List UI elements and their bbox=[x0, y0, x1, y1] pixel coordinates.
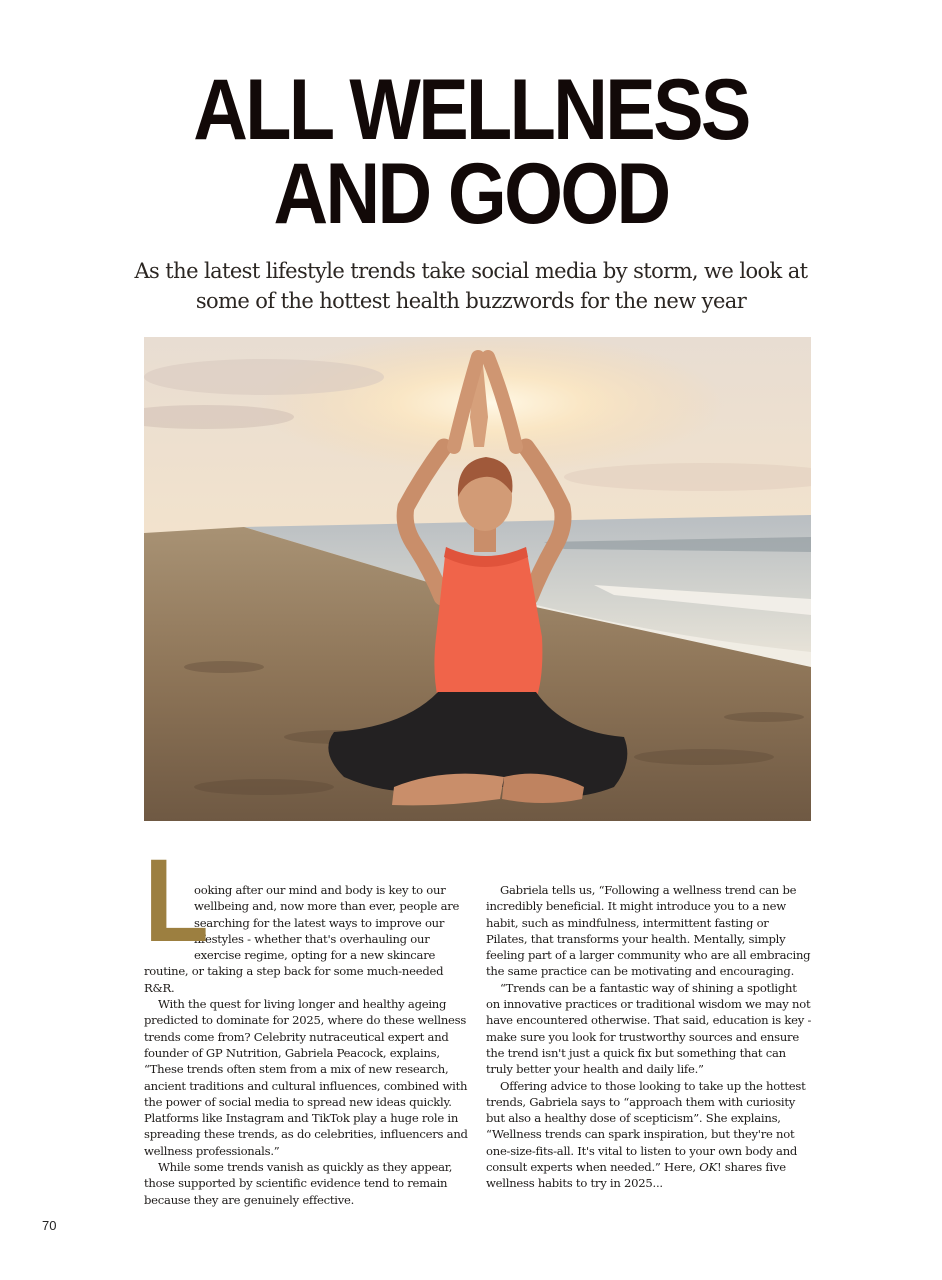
headline bbox=[57, 62, 886, 242]
paragraph-3: While some trends vanish as quickly as they appear, those supported by scientific evidence tend to remain because they are genuinely effective. bbox=[144, 1160, 453, 1207]
paragraph-1: ooking after our mind and body is key to our wellbeing and, now more than ever, people are searching for the latest ways to improve our lifestyles - whether that's overhauling our exercise regime, opting for a new skincare routine, or taking a step back for some much-needed R&R. bbox=[144, 883, 460, 995]
article-column-left bbox=[144, 835, 470, 1208]
headline-line-1: ALL WELLNESS bbox=[193, 62, 749, 158]
paragraph-5: “Trends can be a fantastic way of shining a spotlight on innovative practices or traditional wisdom we may not have encountered otherwise. That said, education is key - make sure you look for trustworthy sources and ensure the trend isn't just a quick fix but something that can truly better your health and daily life.” bbox=[486, 980, 812, 1077]
paragraph-4: Gabriela tells us, “Following a wellness trend can be incredibly beneficial. It might introduce you to a new habit, such as mindfulness, intermittent fasting or Pilates, that transforms your health. Mentally, simply feeling part of a larger community who are all embracing the same practice can be motivating and encouraging. bbox=[486, 883, 811, 979]
paragraph-2: With the quest for living longer and healthy ageing predicted to dominate for 2025, where do these wellness trends come from? Celebrity nutraceutical expert and founder of GP Nutrition, Gabriela Peacock, explains, “These trends often stem from a mix of new research, ancient traditions and cultural influences, combined with the power of social media to spread new ideas quickly. Platforms like Instagram and TikTok play a huge role in spreading these trends, as do celebrities, influencers and wellness professionals.” bbox=[144, 997, 468, 1158]
paragraph-6 bbox=[486, 1078, 812, 1192]
page-number: 70 bbox=[42, 1218, 57, 1233]
yoga-beach-photo bbox=[144, 337, 811, 821]
headline-line-2: AND GOOD bbox=[273, 146, 669, 242]
magazine-name: OK bbox=[699, 1160, 717, 1175]
article-column-right bbox=[486, 882, 812, 1192]
standfirst: As the latest lifestyle trends take social media by storm, we look at some of the hottest health buzzwords for the new year bbox=[134, 259, 808, 313]
paragraph-6-text: Offering advice to those looking to take up the hottest trends, Gabriela says to “approach them with curiosity but also a healthy dose of scepticism”. She explains, “Wellness trends can spark inspiration, but they're not one-size-fits-all. It's vital to listen to your own body and consult experts when needed.” Here, bbox=[486, 1078, 806, 1175]
drop-cap bbox=[144, 835, 209, 967]
paragraph-6-tail: ! shares five wellness habits to try in 2025... bbox=[486, 1160, 786, 1191]
drop-cap-letter: L bbox=[144, 835, 209, 967]
